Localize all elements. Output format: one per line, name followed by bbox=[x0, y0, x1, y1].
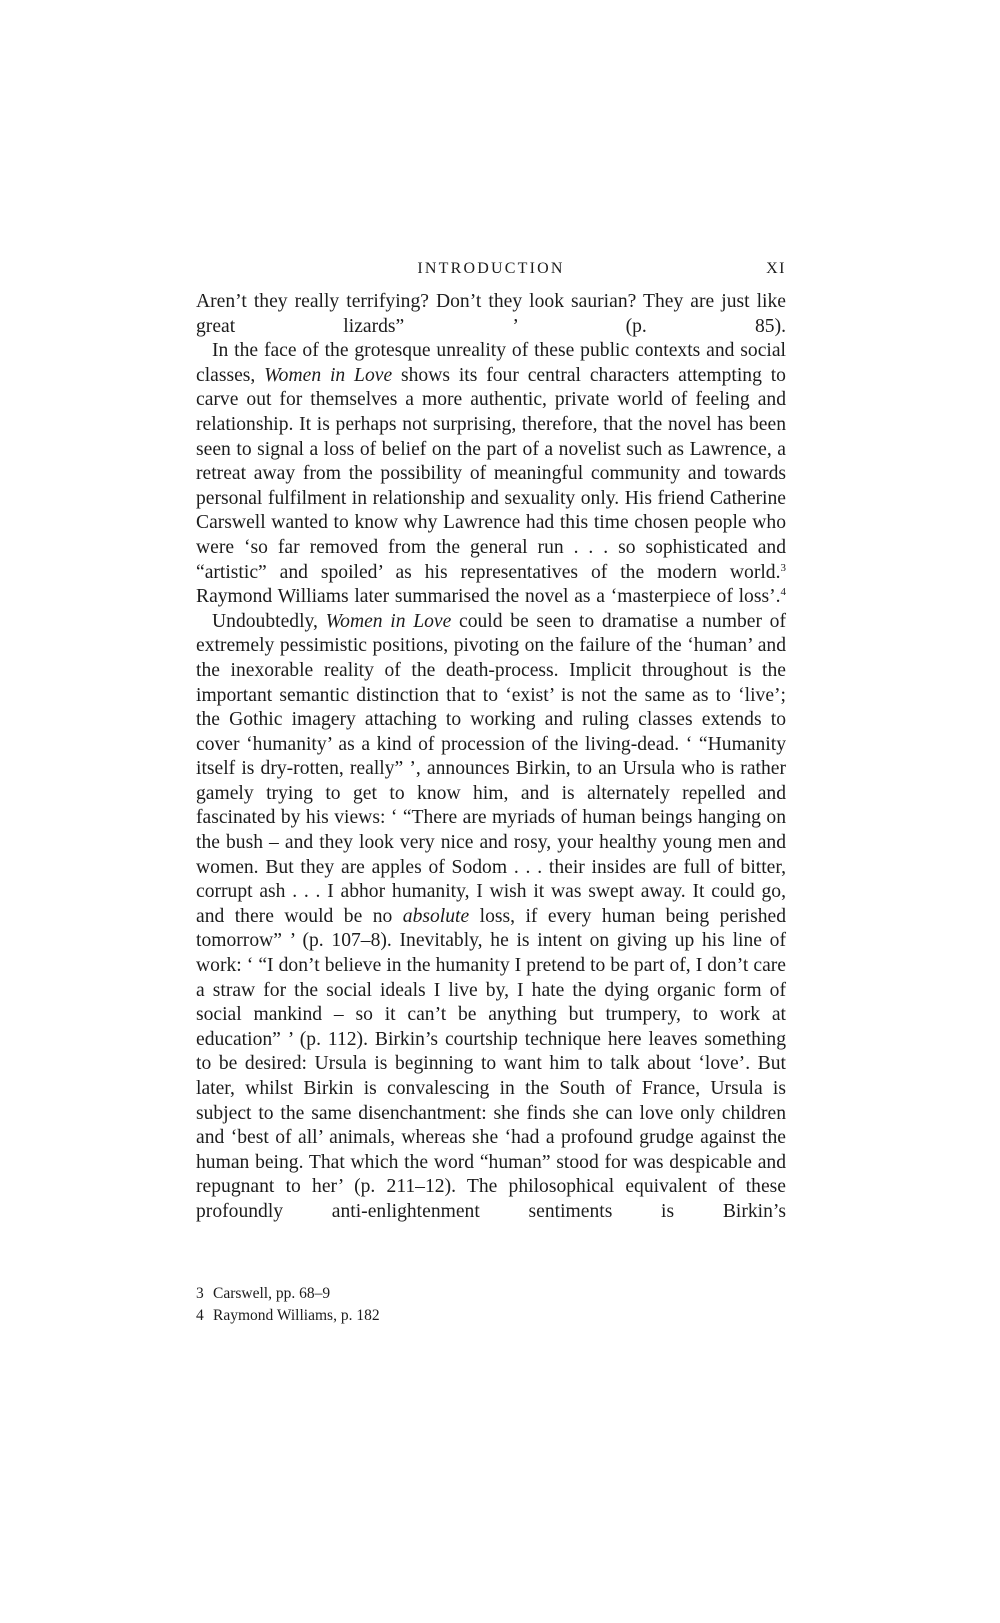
italic-text: Women in Love bbox=[325, 610, 452, 632]
body-text bbox=[196, 290, 786, 1225]
footnote-marker: 3 bbox=[780, 561, 786, 574]
text-run: In the face of the grotesque unreality of these public contexts and social classes, bbox=[196, 340, 786, 386]
footnote-text: Raymond Williams, p. 182 bbox=[213, 1307, 380, 1324]
footnote-number: 4 bbox=[196, 1307, 204, 1324]
text-run: Raymond Williams later summarised the novel as a ‘masterpiece of loss’. bbox=[196, 586, 781, 608]
footnote-number: 3 bbox=[196, 1285, 204, 1302]
footnote bbox=[196, 1284, 786, 1304]
paragraph bbox=[196, 339, 786, 610]
running-head: INTRODUCTION bbox=[417, 260, 565, 277]
page-header bbox=[196, 256, 786, 286]
footnote bbox=[196, 1306, 786, 1326]
paragraph bbox=[196, 290, 786, 339]
italic-text: Women in Love bbox=[264, 364, 393, 386]
paragraph bbox=[196, 610, 786, 1225]
footnote-text: Carswell, pp. 68–9 bbox=[213, 1285, 331, 1302]
footnotes bbox=[196, 1284, 786, 1328]
italic-text: absolute bbox=[402, 905, 470, 927]
page-number: XI bbox=[766, 260, 786, 277]
text-run: shows its four central characters attempting to carve out for themselves a more authentic, private world of feeling and relationship. It is perhaps not surprising, therefore, that the novel has been seen to signal a loss of belief on the part of a novelist such as Lawrence, a retreat away from the possibility of meaningful community and towards personal fulfilment in relationship and sexuality only. His friend Catherine Carswell wanted to know why Lawrence had this time chosen people who were ‘so far removed from the general run . . . so sophisticated and “artistic” and spoiled’ as his representatives of the modern world. bbox=[196, 364, 786, 583]
footnote-marker: 4 bbox=[780, 586, 786, 599]
text-run: loss, if every human being perished tomorrow” ’ (p. 107–8). Inevitably, he is intent on giving up his line of work: ‘ “I don’t believe in the humanity I pretend to be part of, I don’t care a straw for the social ideals I live by, I hate the dying organic form of social mankind – so it can’t be anything but trumpery, to work at education” ’ (p. 112). Birkin’s courtship technique here leaves something to be desired: Ursula is beginning to want him to talk about ‘love’. But later, whilst Birkin is convalescing in the South of France, Ursula is subject to the same disenchantment: she finds she can love only children and ‘best of all’ animals, whereas she ‘had a profound grudge against the human being. That which the word “human” stood for was despicable and repugnant to her’ (p. 211–12). The philosophical equivalent of these profoundly anti-enlightenment sentiments is Birkin’s bbox=[196, 905, 786, 1222]
text-run: could be seen to dramatise a number of extremely pessimistic positions, pivoting on the failure of the ‘human’ and the inexorable reality of the death-process. Implicit throughout is the important semantic distinction that to ‘exist’ is not the same as to ‘live’; the Gothic imagery attaching to working and ruling classes extends to cover ‘humanity’ as a kind of procession of the living-dead. ‘ “Humanity itself is dry-rotten, really” ’, announces Birkin, to an Ursula who is rather gamely trying to get to know him, and is alternately repelled and fascinated by his views: ‘ “There are myriads of human beings hanging on the bush – and they look very nice and rosy, your healthy young men and women. But they are apples of Sodom . . . their insides are full of bitter, corrupt ash . . . I abhor humanity, I wish it was swept away. It could go, and there would be no bbox=[196, 610, 786, 927]
text-run: Aren’t they really terrifying? Don’t they look saurian? They are just like great lizards” ’ (p. 85). bbox=[196, 291, 786, 337]
text-run: Undoubtedly, bbox=[212, 610, 326, 632]
